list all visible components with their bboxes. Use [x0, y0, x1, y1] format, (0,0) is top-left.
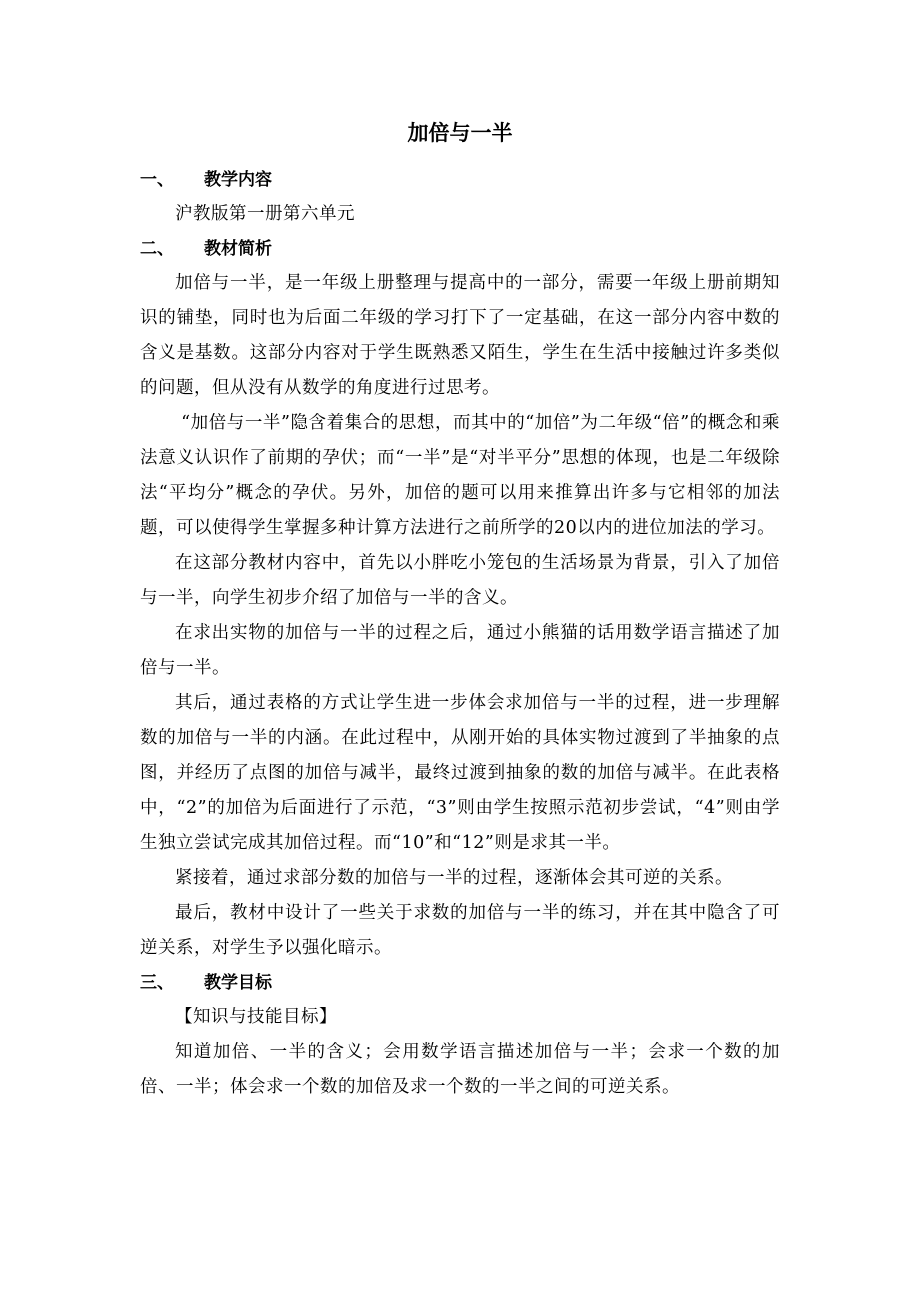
paragraph: 紧接着，通过求部分数的加倍与一半的过程，逐渐体会其可逆的关系。: [175, 868, 733, 888]
subheading: 【知识与技能目标】: [175, 1007, 337, 1027]
section-title: 教材简析: [204, 239, 272, 259]
section-heading-analysis: [140, 232, 780, 266]
paragraph: 其后，通过表格的方式让学生进一步体会求加倍与一半的过程，进一步理解数的加倍与一半的内涵。在此过程中，从刚开始的具体实物过渡到了半抽象的点图，并经历了点图的加倍与减半，最终过渡到抽象的数的加倍与减半。在此表格中，“2”的加倍为后面进行了示范，“3”则由学生按照示范初步尝试，“4”则由学生独立尝试完成其加倍过程。而“10”和“12”则是求其一半。: [140, 693, 780, 853]
paragraph: 最后，教材中设计了一些关于求数的加倍与一半的练习，并在其中隐含了可逆关系，对学生予以强化暗示。: [140, 903, 780, 958]
paragraph: 沪教版第一册第六单元: [175, 204, 355, 224]
paragraph: 在这部分教材内容中，首先以小胖吃小笼包的生活场景为背景，引入了加倍与一半，向学生初步介绍了加倍与一半的含义。: [140, 553, 780, 608]
section-number: 一、: [140, 170, 174, 190]
document-title: 加倍与一半: [407, 121, 513, 145]
section-number: 三、: [140, 973, 174, 993]
paragraph: 在求出实物的加倍与一半的过程之后，通过小熊猫的话用数学语言描述了加倍与一半。: [140, 623, 780, 678]
section-title: 教学目标: [204, 973, 272, 993]
document-body: [140, 163, 780, 1105]
paragraph: 加倍与一半，是一年级上册整理与提高中的一部分，需要一年级上册前期知识的铺垫，同时也为后面二年级的学习打下了一定基础，在这一部分内容中数的含义是基数。这部分内容对于学生既熟悉又陌生，学生在生活中接触过许多类似的问题，但从没有从数学的角度进行过思考。: [140, 273, 780, 398]
paragraph: 知道加倍、一半的含义；会用数学语言描述加倍与一半；会求一个数的加倍、一半；体会求一个数的加倍及求一个数的一半之间的可逆关系。: [140, 1042, 780, 1097]
paragraph: “加倍与一半”隐含着集合的思想，而其中的“加倍”为二年级“倍”的概念和乘法意义认识作了前期的孕伏；而“一半”是“对半平分”思想的体现，也是二年级除法“平均分”概念的孕伏。另外，加倍的题可以用来推算出许多与它相邻的加法题，可以使得学生掌握多种计算方法进行之前所学的20以内的进位加法的学习。: [140, 413, 780, 538]
section-heading-content: [140, 163, 780, 197]
section-heading-goals: [140, 966, 780, 1000]
section-number: 二、: [140, 239, 174, 259]
section-title: 教学内容: [204, 170, 272, 190]
